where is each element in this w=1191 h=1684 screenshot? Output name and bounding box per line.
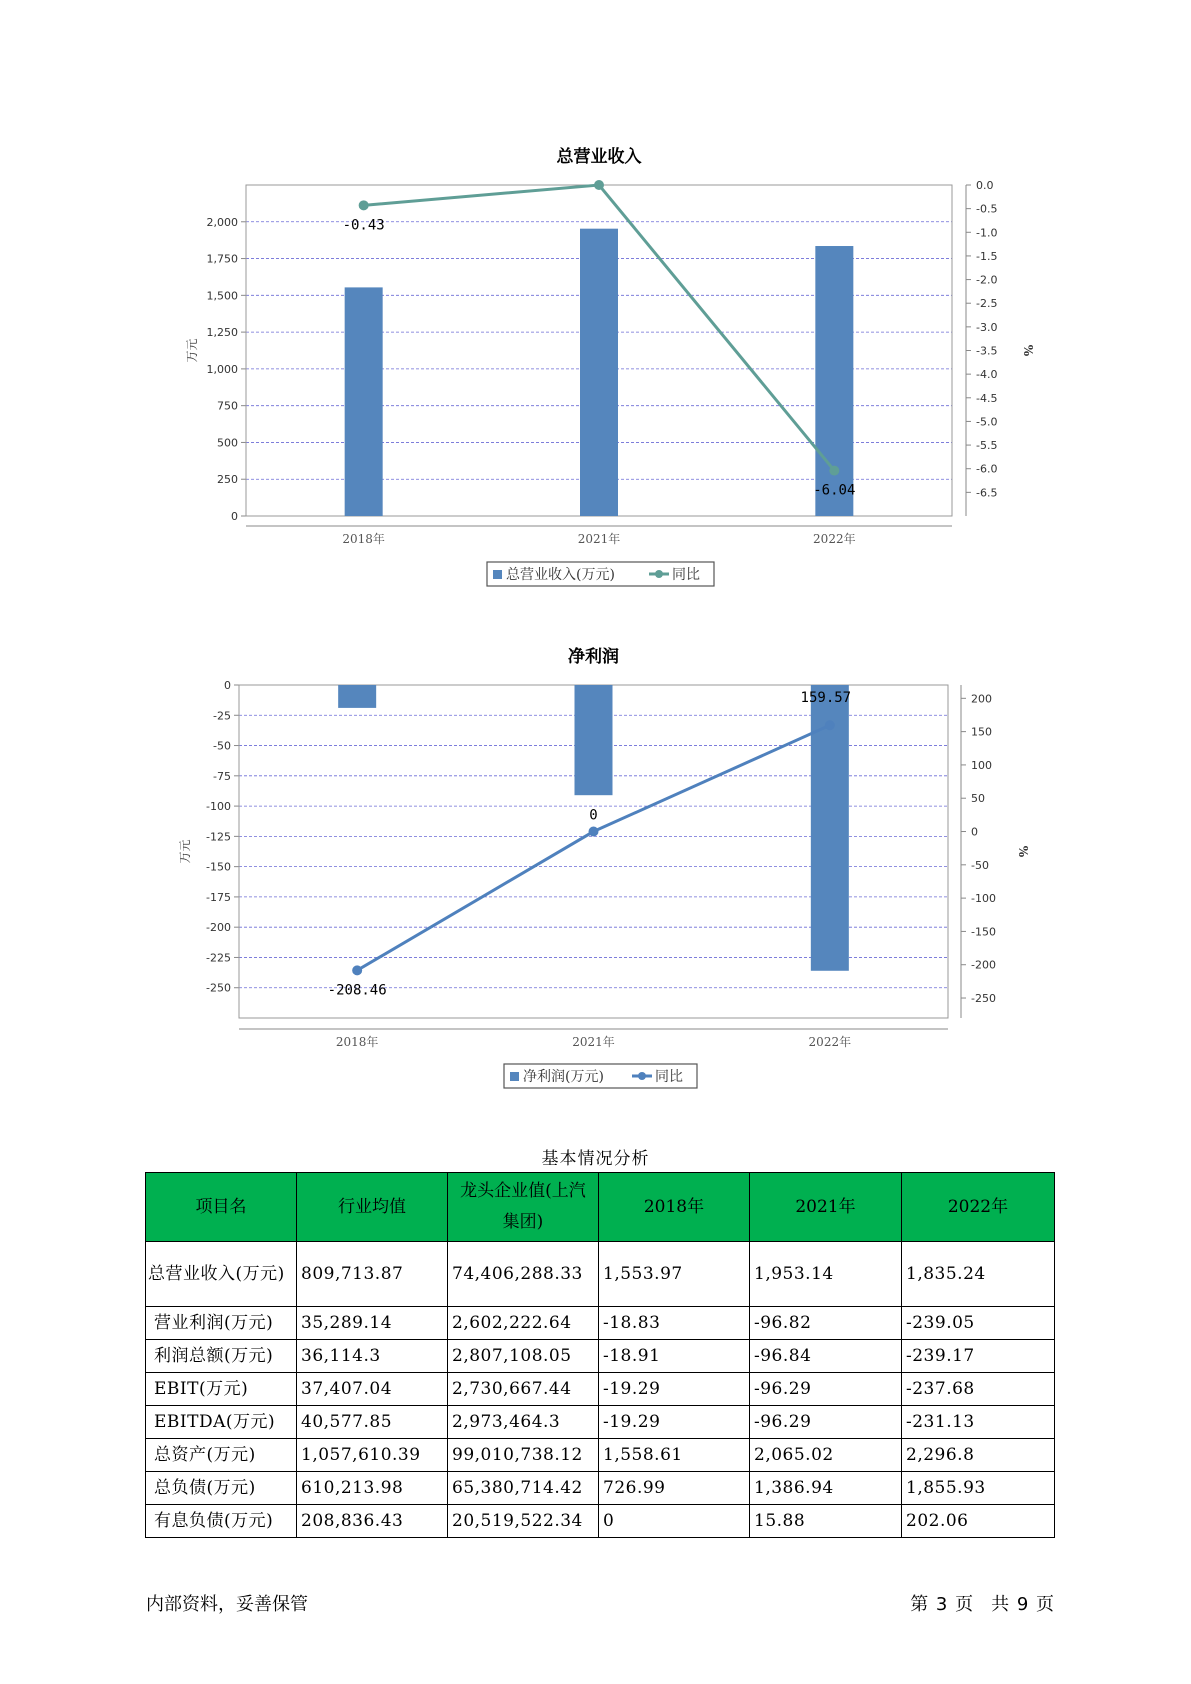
yoy-data-label: -208.46 <box>327 982 387 999</box>
legend-line-label: 同比 <box>655 1069 683 1085</box>
table-header-row <box>146 1173 1055 1242</box>
header-year-2018: 2018年 <box>599 1173 750 1242</box>
y-tick-label: 250 <box>217 473 238 487</box>
value-cell: -96.29 <box>750 1406 902 1439</box>
value-cell: -19.29 <box>599 1373 750 1406</box>
legend-bar-swatch <box>493 570 502 579</box>
y2-tick-label: 50 <box>971 792 985 806</box>
yoy-data-label: 0 <box>589 807 598 824</box>
value-cell: -237.68 <box>902 1373 1055 1406</box>
y2-tick-label: -3.5 <box>976 344 998 358</box>
y2-tick-label: -1.5 <box>976 249 998 263</box>
table-title: 基本情况分析 <box>541 1149 650 1169</box>
value-cell: 610,213.98 <box>297 1472 448 1505</box>
y-tick-label: -225 <box>206 951 231 965</box>
legend-bar-swatch <box>510 1072 519 1081</box>
yoy-data-label: -0.43 <box>342 217 385 234</box>
y-tick-label: 0 <box>224 679 231 692</box>
y-axis-title: 万元 <box>185 338 199 363</box>
value-cell: 40,577.85 <box>297 1406 448 1439</box>
table-row <box>146 1373 1055 1406</box>
x-category-label: 2021年 <box>577 532 621 546</box>
header-industry-average: 行业均值 <box>297 1173 448 1242</box>
yoy-point <box>359 200 369 210</box>
y-axis-title: 万元 <box>178 839 192 864</box>
header-leader-value: 龙头企业值(上汽集团) <box>448 1173 599 1242</box>
header-year-2022: 2022年 <box>902 1173 1055 1242</box>
legend-line-marker <box>655 570 663 578</box>
value-cell: 36,114.3 <box>297 1340 448 1373</box>
x-category-label: 2018年 <box>342 532 385 546</box>
y2-tick-label: -2.5 <box>976 297 998 311</box>
y2-axis-title: % <box>1016 845 1030 858</box>
y-tick-label: -175 <box>206 890 231 904</box>
footer-page-number: 第 3 页 共 9 页 <box>910 1594 1054 1615</box>
bar <box>575 685 613 795</box>
value-cell: -239.05 <box>902 1307 1055 1340</box>
value-cell: -239.17 <box>902 1340 1055 1373</box>
y2-tick-label: 200 <box>971 692 992 706</box>
yoy-point <box>589 827 599 837</box>
y-tick-label: 0 <box>231 510 238 523</box>
value-cell: 1,057,610.39 <box>297 1439 448 1472</box>
y2-tick-label: -5.0 <box>976 415 998 429</box>
row-label-cell: EBIT(万元) <box>146 1373 297 1406</box>
header-year-2021: 2021年 <box>750 1173 902 1242</box>
row-label-cell: 利润总额(万元) <box>146 1340 297 1373</box>
y-tick-label: -125 <box>206 830 231 844</box>
value-cell: 2,730,667.44 <box>448 1373 599 1406</box>
value-cell: 2,065.02 <box>750 1439 902 1472</box>
value-cell: 2,602,222.64 <box>448 1307 599 1340</box>
y2-tick-label: 150 <box>971 725 992 739</box>
value-cell: 1,553.97 <box>599 1242 750 1307</box>
yoy-point <box>594 180 604 190</box>
y2-tick-label: -100 <box>971 892 996 906</box>
y2-tick-label: -6.5 <box>976 486 998 500</box>
y2-tick-label: -0.5 <box>976 202 998 216</box>
x-category-label: 2018年 <box>335 1035 379 1049</box>
y2-tick-label: -6.0 <box>976 462 998 476</box>
value-cell: -231.13 <box>902 1406 1055 1439</box>
y-tick-label: 1,750 <box>206 252 238 266</box>
bar <box>580 229 618 516</box>
value-cell: 202.06 <box>902 1505 1055 1538</box>
revenue-chart <box>0 130 1191 590</box>
legend-line-marker <box>638 1072 646 1080</box>
value-cell: -18.83 <box>599 1307 750 1340</box>
yoy-data-label: -6.04 <box>813 482 856 499</box>
basic-analysis-table <box>145 1172 1055 1538</box>
y2-tick-label: -1.0 <box>976 226 998 240</box>
table-row <box>146 1340 1055 1373</box>
bar <box>345 287 383 516</box>
value-cell: 1,386.94 <box>750 1472 902 1505</box>
y-tick-label: -100 <box>206 800 231 814</box>
value-cell: 2,973,464.3 <box>448 1406 599 1439</box>
value-cell: 809,713.87 <box>297 1242 448 1307</box>
value-cell: 1,558.61 <box>599 1439 750 1472</box>
header-item-name: 项目名 <box>146 1173 297 1242</box>
value-cell: 1,835.24 <box>902 1242 1055 1307</box>
y-tick-label: -75 <box>213 769 231 783</box>
table-row <box>146 1439 1055 1472</box>
row-label-cell: 总资产(万元) <box>146 1439 297 1472</box>
x-category-label: 2022年 <box>808 1035 852 1049</box>
y-tick-label: -200 <box>206 921 231 935</box>
y-tick-label: 1,000 <box>206 362 238 376</box>
table-row <box>146 1472 1055 1505</box>
row-label-cell: 总负债(万元) <box>146 1472 297 1505</box>
table-row <box>146 1307 1055 1340</box>
chart-title: 净利润 <box>568 647 619 667</box>
y-tick-label: -25 <box>213 709 231 723</box>
y2-tick-label: 100 <box>971 758 992 772</box>
row-label-cell: 有息负债(万元) <box>146 1505 297 1538</box>
x-category-label: 2022年 <box>813 532 856 546</box>
value-cell: 35,289.14 <box>297 1307 448 1340</box>
value-cell: 15.88 <box>750 1505 902 1538</box>
y2-tick-label: -4.5 <box>976 391 998 405</box>
y-tick-label: 500 <box>217 436 238 450</box>
y-tick-label: 1,250 <box>206 326 238 340</box>
y-tick-label: 1,500 <box>206 289 238 303</box>
y2-axis-title: % <box>1021 344 1035 357</box>
yoy-point <box>825 720 835 730</box>
value-cell: 99,010,738.12 <box>448 1439 599 1472</box>
value-cell: 208,836.43 <box>297 1505 448 1538</box>
y2-tick-label: -50 <box>971 858 989 872</box>
y-tick-label: -50 <box>213 739 231 753</box>
yoy-point <box>829 466 839 476</box>
table-row <box>146 1505 1055 1538</box>
yoy-data-label: 159.57 <box>800 690 852 707</box>
y2-tick-label: -5.5 <box>976 439 998 453</box>
y2-tick-label: -150 <box>971 925 996 939</box>
yoy-point <box>352 965 362 975</box>
row-label-cell: 总营业收入(万元) <box>146 1242 297 1307</box>
y-tick-label: 2,000 <box>206 215 238 229</box>
y-tick-label: -250 <box>206 981 231 995</box>
legend-line-label: 同比 <box>672 567 700 583</box>
bar <box>338 685 376 708</box>
y-tick-label: -150 <box>206 860 231 874</box>
value-cell: 2,807,108.05 <box>448 1340 599 1373</box>
legend-bar-label: 总营业收入(万元) <box>506 567 615 583</box>
y2-tick-label: -3.0 <box>976 320 998 334</box>
value-cell: 0 <box>599 1505 750 1538</box>
value-cell: -19.29 <box>599 1406 750 1439</box>
y2-tick-label: 0.0 <box>976 179 994 192</box>
value-cell: 74,406,288.33 <box>448 1242 599 1307</box>
y-tick-label: 750 <box>217 399 238 413</box>
row-label-cell: EBITDA(万元) <box>146 1406 297 1439</box>
value-cell: -96.82 <box>750 1307 902 1340</box>
value-cell: 65,380,714.42 <box>448 1472 599 1505</box>
value-cell: 726.99 <box>599 1472 750 1505</box>
y2-tick-label: 0 <box>971 825 978 839</box>
value-cell: -96.29 <box>750 1373 902 1406</box>
y2-tick-label: -250 <box>971 992 996 1006</box>
table-row <box>146 1242 1055 1307</box>
net-profit-chart <box>0 630 1191 1090</box>
value-cell: 20,519,522.34 <box>448 1505 599 1538</box>
row-label-cell: 营业利润(万元) <box>146 1307 297 1340</box>
value-cell: -18.91 <box>599 1340 750 1373</box>
table-row <box>146 1406 1055 1439</box>
value-cell: 1,855.93 <box>902 1472 1055 1505</box>
footer-confidential-note: 内部资料，妥善保管 <box>146 1594 308 1615</box>
x-category-label: 2021年 <box>572 1035 615 1049</box>
y2-tick-label: -4.0 <box>976 368 998 382</box>
value-cell: -96.84 <box>750 1340 902 1373</box>
legend-bar-label: 净利润(万元) <box>523 1069 604 1085</box>
y2-tick-label: -200 <box>971 958 996 972</box>
chart-title: 总营业收入 <box>556 147 642 167</box>
value-cell: 37,407.04 <box>297 1373 448 1406</box>
value-cell: 2,296.8 <box>902 1439 1055 1472</box>
value-cell: 1,953.14 <box>750 1242 902 1307</box>
y2-tick-label: -2.0 <box>976 273 998 287</box>
